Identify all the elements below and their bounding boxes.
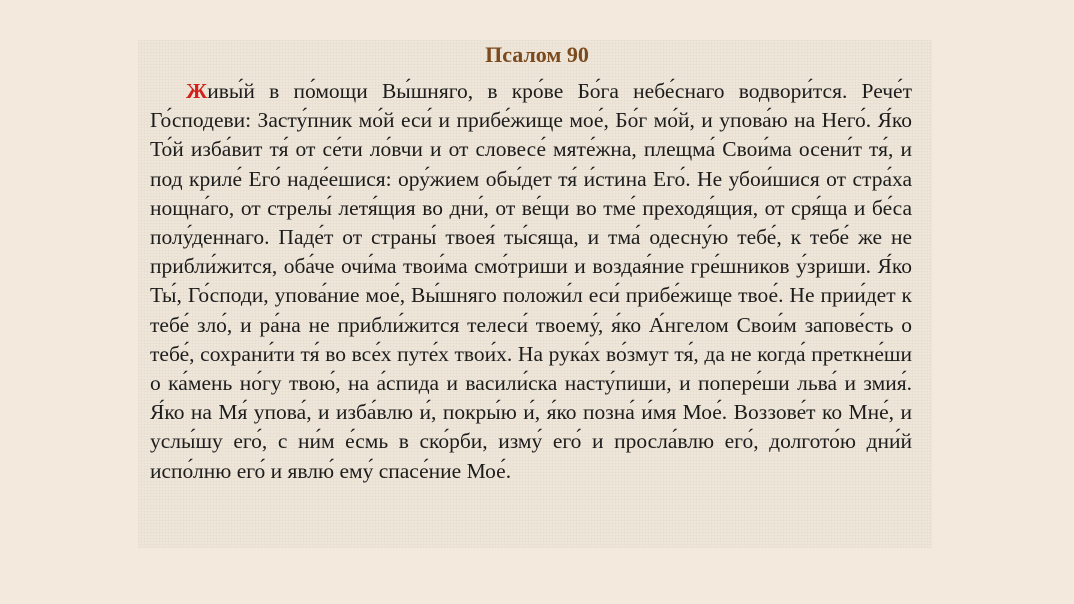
psalm-text: [150, 77, 912, 486]
initial-letter: Ж: [186, 79, 208, 103]
psalm-body: ивы́й в по́мощи Вы́шняго, в кро́ве Бо́га небе́снаго водвори́тся. Рече́т Го́сподеви: Засту́пник мо́й еси́ и прибе́жище мое́, Бо́г мо́й, и упова́ю на Него́. Я́ко То́й изба́вит тя́ от се́ти ло́вчи и от словесе́ мяте́жна, плещма́ Свои́ма осени́т тя́, и под криле́ Его́ наде́ешися: ору́жием обы́дет тя́ и́стина Его́. Не убои́шися от стра́ха нощна́го, от стрелы́ летя́щия во дни́, от ве́щи во тме́ преходя́щия, от сря́ща и бе́са полу́деннаго. Паде́т от страны́ твоея́ ты́сяща, и тма́ одесну́ю тебе́, к тебе́ же не прибли́жится, оба́че очи́ма твои́ма смо́триши и воздая́ние гре́шников у́зриши. Я́ко Ты́, Го́споди, упова́ние мое́, Вы́шняго положи́л еси́ прибе́жище твое́. Не прии́дет к тебе́ зло́, и ра́на не прибли́жится телеси́ твоему́, я́ко А́нгелом Свои́м запове́сть о тебе́, сохрани́ти тя́ во все́х путе́х твои́х. На рука́х во́змут тя́, да не когда́ преткне́ши о ка́мень но́гу твою́, на а́спида и васили́ска насту́пиши, и попере́ши льва́ и змия́. Я́ко на Мя́ упова́, и изба́влю и́, покры́ю и́, я́ко позна́ и́мя Мое́. Воззове́т ко Мне́, и услы́шу его́, с ни́м е́смь в ско́рби, изму́ его́ и просла́влю его́, долгото́ю дни́й испо́лню его́ и явлю́ ему́ спасе́ние Мое́.: [150, 79, 912, 483]
psalm-title: Псалом 90: [485, 42, 589, 67]
